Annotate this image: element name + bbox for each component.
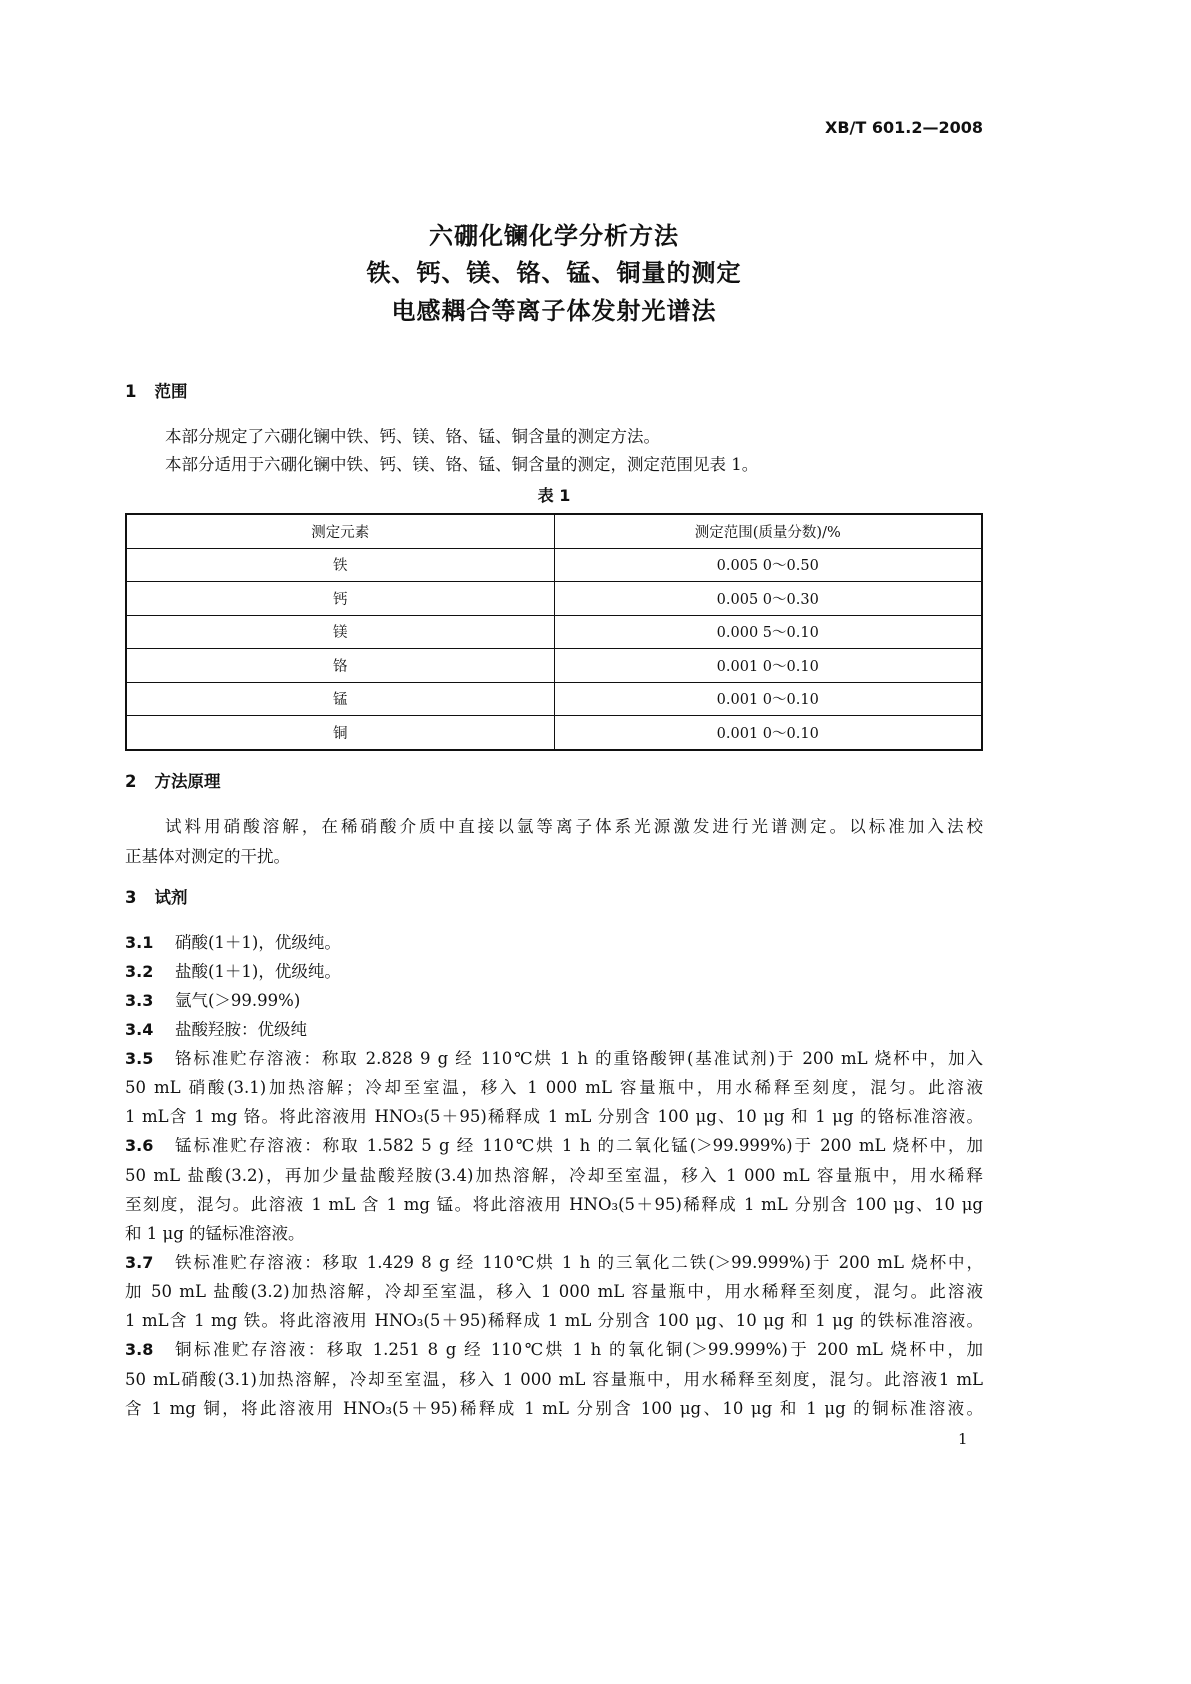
table-header-row	[126, 514, 982, 548]
table-cell: 0.001 0～0.10	[554, 649, 982, 683]
item-line: 铜标准贮存溶液：移取 1.251 8 g 经 110℃烘 1 h 的氧化铜(＞99.999%)于 200 mL 烧杯中，加	[175, 1340, 983, 1359]
table-cell: 锰	[126, 682, 554, 716]
section-1-heading	[125, 381, 205, 403]
item-line: 锰标准贮存溶液：称取 1.582 5 g 经 110℃烘 1 h 的二氧化锰(＞99.999%)于 200 mL 烧杯中，加	[175, 1136, 983, 1155]
item-number: 3.2	[125, 962, 154, 981]
table-cell: 0.001 0～0.10	[554, 682, 982, 716]
item-line: 盐酸(1＋1)，优级纯。	[175, 962, 341, 981]
item-line: 50 mL硝酸(3.1)加热溶解，冷却至室温，移入 1 000 mL 容量瓶中，用水稀释至刻度，混匀。此溶液1 mL	[125, 1370, 983, 1389]
table-cell: 0.005 0～0.50	[554, 548, 982, 582]
item-line: 1 mL含 1 mg 铬。将此溶液用 HNO₃(5＋95)稀释成 1 mL 分别含 100 μg、10 μg 和 1 μg 的铬标准溶液。	[125, 1107, 983, 1126]
table-row	[126, 548, 982, 582]
item-line: 1 mL含 1 mg 铁。将此溶液用 HNO₃(5＋95)稀释成 1 mL 分别含 100 μg、10 μg 和 1 μg 的铁标准溶液。	[125, 1311, 983, 1330]
table-header: 测定元素	[126, 514, 554, 548]
item-number: 3.8	[125, 1340, 154, 1359]
table-cell: 0.001 0～0.10	[554, 716, 982, 750]
item-line: 铁标准贮存溶液：移取 1.429 8 g 经 110℃烘 1 h 的三氧化二铁(＞99.999%)于 200 mL 烧杯中，	[175, 1253, 983, 1272]
page-number: 1	[958, 1430, 968, 1448]
section-number: 1	[125, 382, 137, 401]
title-line-3: 电感耦合等离子体发射光谱法	[391, 297, 717, 325]
item-number: 3.7	[125, 1253, 154, 1272]
table-cell: 镁	[126, 615, 554, 649]
table-cell: 钙	[126, 582, 554, 616]
table-row	[126, 649, 982, 683]
paragraph-line: 本部分规定了六硼化镧中铁、钙、镁、铬、锰、铜含量的测定方法。	[165, 427, 660, 446]
table-row	[126, 582, 982, 616]
item-line: 含 1 mg 铜，将此溶液用 HNO₃(5＋95)稀释成 1 mL 分别含 100 μg、10 μg 和 1 μg 的铜标准溶液。	[125, 1399, 983, 1418]
standard-code: XB/T 601.2—2008	[825, 118, 983, 137]
section-number: 2	[125, 772, 137, 791]
item-line: 硝酸(1＋1)，优级纯。	[175, 933, 341, 952]
section-2-heading	[125, 771, 238, 793]
table-cell: 0.000 5～0.10	[554, 615, 982, 649]
item-line: 和 1 μg 的锰标准溶液。	[125, 1224, 305, 1243]
section-number: 3	[125, 888, 137, 907]
title-line-2: 铁、钙、镁、铬、锰、铜量的测定	[366, 259, 742, 287]
section-3-heading	[125, 887, 205, 909]
table-cell: 铁	[126, 548, 554, 582]
section-title: 方法原理	[154, 772, 221, 791]
table-row	[126, 615, 982, 649]
table-caption: 表 1	[537, 486, 571, 505]
table-cell: 铬	[126, 649, 554, 683]
item-line: 50 mL 硝酸(3.1)加热溶解；冷却至室温，移入 1 000 mL 容量瓶中，用水稀释至刻度，混匀。此溶液	[125, 1078, 983, 1097]
paragraph-line: 试料用硝酸溶解，在稀硝酸介质中直接以氩等离子体系光源激发进行光谱测定。以标准加入法校	[165, 817, 983, 836]
table-row	[126, 716, 982, 750]
item-line: 氩气(＞99.99%)	[175, 991, 301, 1010]
item-line: 至刻度，混匀。此溶液 1 mL 含 1 mg 锰。将此溶液用 HNO₃(5＋95)稀释成 1 mL 分别含 100 μg、10 μg	[125, 1195, 983, 1214]
item-number: 3.3	[125, 991, 154, 1010]
item-line: 铬标准贮存溶液：称取 2.828 9 g 经 110℃烘 1 h 的重铬酸钾(基准试剂)于 200 mL 烧杯中，加入	[175, 1049, 983, 1068]
item-line: 盐酸羟胺：优级纯	[175, 1020, 307, 1039]
paragraph-line: 正基体对测定的干扰。	[125, 847, 290, 866]
range-table	[125, 513, 983, 751]
paragraph-line: 本部分适用于六硼化镧中铁、钙、镁、铬、锰、铜含量的测定，测定范围见表 1。	[165, 455, 759, 474]
table-row	[126, 682, 982, 716]
section-title: 试剂	[154, 888, 188, 907]
item-number: 3.1	[125, 933, 154, 952]
item-number: 3.5	[125, 1049, 154, 1068]
item-line: 50 mL 盐酸(3.2)，再加少量盐酸羟胺(3.4)加热溶解，冷却至室温，移入 1 000 mL 容量瓶中，用水稀释	[125, 1166, 983, 1185]
item-number: 3.4	[125, 1020, 154, 1039]
table-cell: 铜	[126, 716, 554, 750]
table-header: 测定范围(质量分数)/%	[554, 514, 982, 548]
item-number: 3.6	[125, 1136, 154, 1155]
section-title: 范围	[154, 382, 188, 401]
table-cell: 0.005 0～0.30	[554, 582, 982, 616]
title-line-1: 六硼化镧化学分析方法	[429, 222, 679, 250]
item-line: 加 50 mL 盐酸(3.2)加热溶解，冷却至室温，移入 1 000 mL 容量瓶中，用水稀释至刻度，混匀。此溶液	[125, 1282, 983, 1301]
